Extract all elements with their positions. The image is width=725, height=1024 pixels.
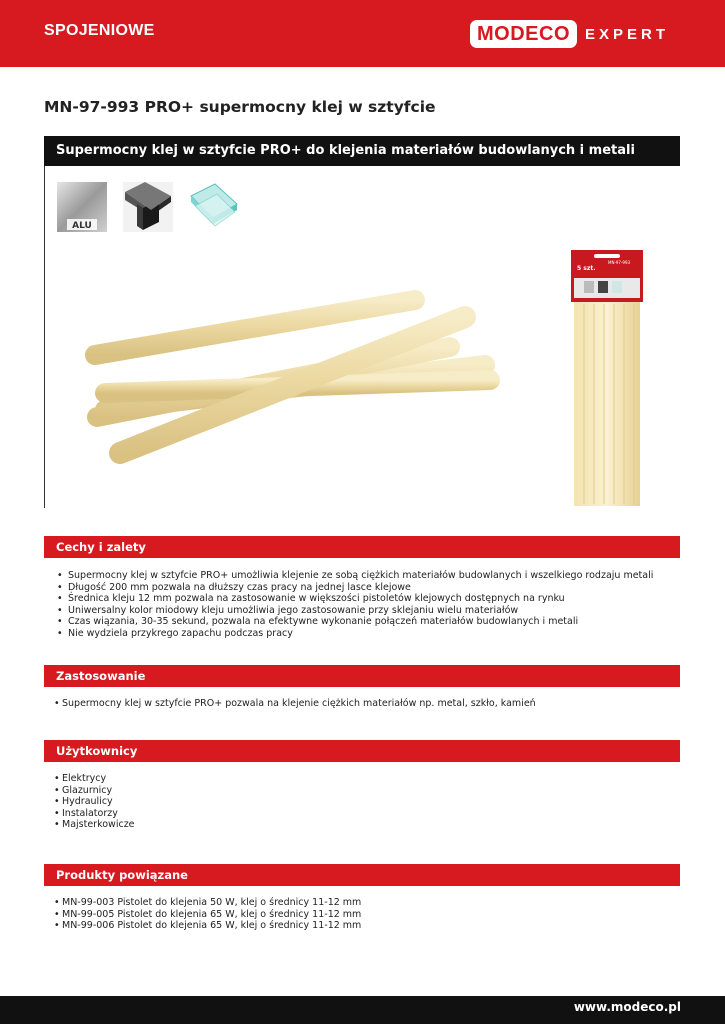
header-bar xyxy=(0,0,725,67)
package-image xyxy=(570,250,644,508)
glue-sticks-image xyxy=(85,285,500,470)
category-label: SPOJENIOWE xyxy=(44,22,155,39)
footer-url[interactable]: www.modeco.pl xyxy=(573,1000,681,1014)
brand-suffix: EXPERT xyxy=(585,25,670,43)
divider xyxy=(44,166,45,508)
product-subtitle: Supermocny klej w sztyfcie PRO+ do klejenia materiałów budowlanych i metali xyxy=(56,143,635,158)
aluminium-label: ALU xyxy=(72,221,92,231)
package-label: 5 szt. xyxy=(577,265,596,272)
feature-item: • Długość 200 mm pozwala na dłuższy czas pracy na jednej lasce klejowe xyxy=(54,582,653,594)
users-list xyxy=(54,773,135,831)
section-application-header xyxy=(44,665,680,687)
user-item: • Majsterkowicze xyxy=(54,819,135,831)
user-item: • Instalatorzy xyxy=(54,808,135,820)
brand-logo xyxy=(470,19,669,49)
section-application-title: Zastosowanie xyxy=(56,669,146,683)
section-features-header xyxy=(44,536,680,558)
package-code: MN-97-993 xyxy=(608,260,631,265)
feature-item: • Średnica kleju 12 mm pozwala na zastosowanie w większości pistoletów klejowych dostępnych na rynku xyxy=(54,593,653,605)
application-list xyxy=(54,698,536,710)
section-users-header xyxy=(44,740,680,762)
brand-name: MODECO xyxy=(470,20,577,48)
related-product-item: • MN-99-006 Pistolet do klejenia 65 W, klej o średnicy 11-12 mm xyxy=(54,920,361,932)
user-item: • Hydraulicy xyxy=(54,796,135,808)
related-list xyxy=(54,897,361,932)
feature-item: • Uniwersalny kolor miodowy kleju umożliwia jego zastosowanie przy sklejaniu wielu materiałów xyxy=(54,605,653,617)
aluminium-icon xyxy=(57,182,107,232)
section-related-header xyxy=(44,864,680,886)
section-features-title: Cechy i zalety xyxy=(56,540,146,554)
product-title: MN-97-993 PRO+ supermocny klej w sztyfcie xyxy=(44,98,436,116)
footer-bar xyxy=(0,996,725,1024)
section-users-title: Użytkownicy xyxy=(56,744,138,758)
metal-profile-icon xyxy=(123,182,173,232)
user-item: • Glazurnicy xyxy=(54,785,135,797)
section-related-title: Produkty powiązane xyxy=(56,868,188,882)
related-product-item: • MN-99-005 Pistolet do klejenia 65 W, klej o średnicy 11-12 mm xyxy=(54,909,361,921)
user-item: • Elektrycy xyxy=(54,773,135,785)
application-item: • Supermocny klej w sztyfcie PRO+ pozwala na klejenie ciężkich materiałów np. metal, szkło, kamień xyxy=(54,698,536,710)
glass-icon xyxy=(189,182,239,232)
related-product-item: • MN-99-003 Pistolet do klejenia 50 W, klej o średnicy 11-12 mm xyxy=(54,897,361,909)
feature-item: • Supermocny klej w sztyfcie PRO+ umożliwia klejenie ze sobą ciężkich materiałów budowlanych i wszelkiego rodzaju metali xyxy=(54,570,653,582)
subtitle-bar xyxy=(44,136,680,166)
feature-item: • Czas wiązania, 30-35 sekund, pozwala na efektywne wykonanie połączeń materiałów budowlanych i metali xyxy=(54,616,653,628)
features-list xyxy=(54,570,653,640)
feature-item: • Nie wydziela przykrego zapachu podczas pracy xyxy=(54,628,653,640)
